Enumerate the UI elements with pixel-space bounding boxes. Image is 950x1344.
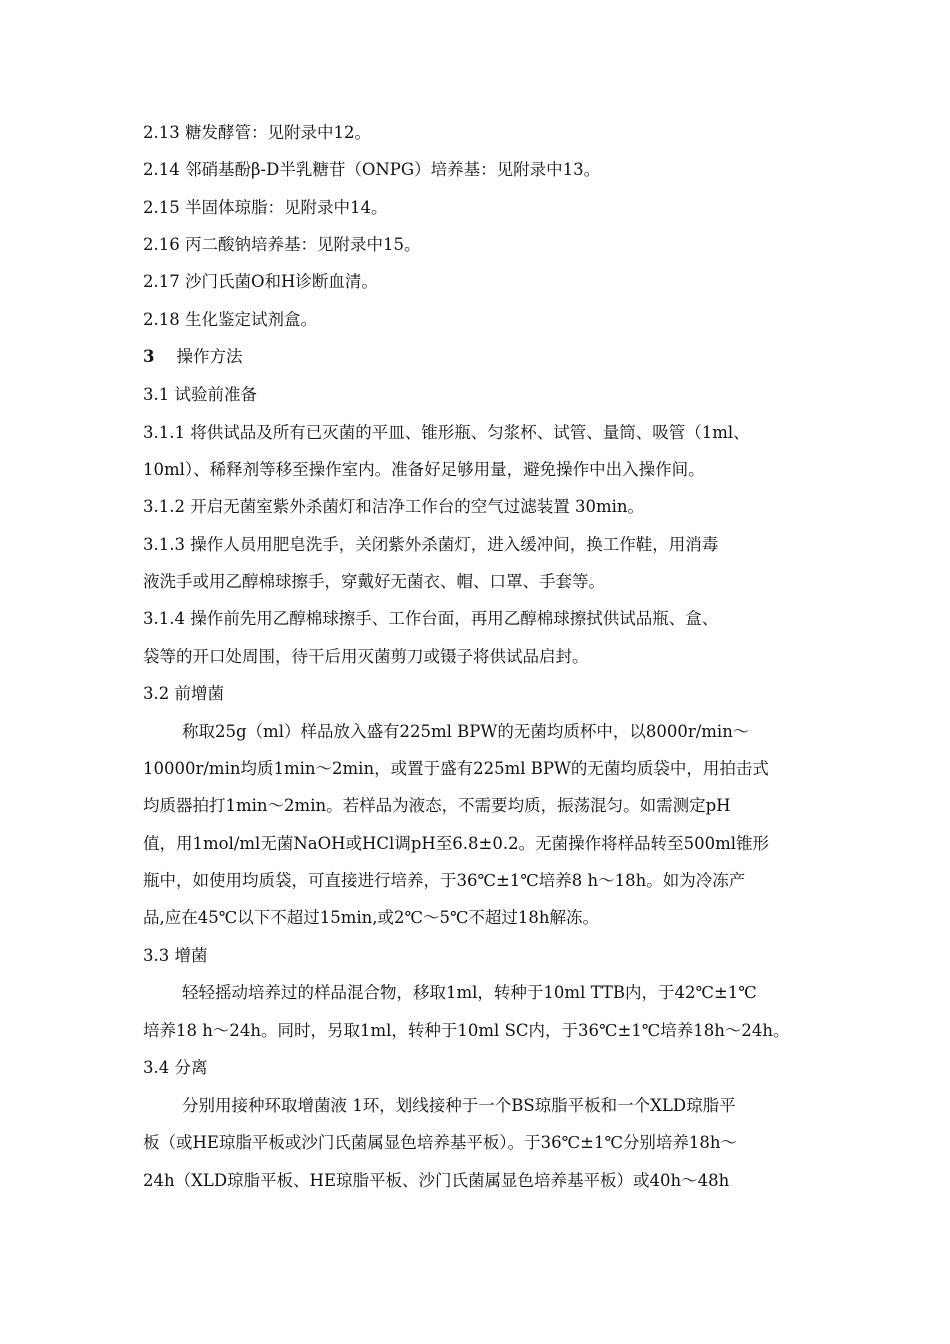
list-item-2-17: 2.17 沙门氏菌O和H诊断血清。 (143, 272, 378, 291)
list-item-2-14: 2.14 邻硝基酚β-D半乳糖苷（ONPG）培养基：见附录中13。 (143, 160, 601, 179)
paragraph-3-1-4-line-1: 3.1.4 操作前先用乙醇棉球擦手、工作台面，再用乙醇棉球擦拭供试品瓶、盒、 (143, 609, 719, 628)
paragraph-3-2-line-2: 10000r/min均质1min～2min，或置于盛有225ml BPW的无菌均质袋中，用拍击式 (143, 759, 769, 778)
list-item-2-16: 2.16 丙二酸钠培养基：见附录中15。 (143, 235, 421, 254)
paragraph-3-2-line-4: 值，用1mol/ml无菌NaOH或HCl调pH至6.8±0.2。无菌操作将样品转至500ml锥形 (143, 834, 769, 853)
section-3-4-heading: 3.4 分离 (143, 1058, 208, 1077)
paragraph-3-2-line-3: 均质器拍打1min～2min。若样品为液态，不需要均质，振荡混匀。如需测定pH (143, 796, 731, 815)
paragraph-3-2-line-6: 品,应在45℃以下不超过15min,或2℃～5℃不超过18h解冻。 (143, 908, 600, 927)
paragraph-3-1-2-line-1: 3.1.2 开启无菌室紫外杀菌灯和洁净工作台的空气过滤装置 30min。 (143, 497, 645, 516)
section-3-number: 3 (143, 347, 155, 366)
section-3-heading (143, 347, 242, 367)
list-item-2-15: 2.15 半固体琼脂：见附录中14。 (143, 198, 388, 217)
section-3-2-heading: 3.2 前增菌 (143, 684, 224, 703)
paragraph-3-4-line-1: 分别用接种环取增菌液 1环，划线接种于一个BS琼脂平板和一个XLD琼脂平 (182, 1096, 736, 1115)
list-item-2-18: 2.18 生化鉴定试剂盒。 (143, 310, 317, 329)
paragraph-3-1-3-line-1: 3.1.3 操作人员用肥皂洗手，关闭紫外杀菌灯，进入缓冲间，换工作鞋，用消毒 (143, 535, 719, 554)
paragraph-3-2-line-1: 称取25g（ml）样品放入盛有225ml BPW的无菌均质杯中，以8000r/min～ (182, 722, 750, 741)
list-item-2-13: 2.13 糖发酵管：见附录中12。 (143, 123, 371, 142)
section-3-3-heading: 3.3 增菌 (143, 946, 208, 965)
paragraph-3-3-line-1: 轻轻摇动培养过的样品混合物，移取1ml，转种于10ml TTB内，于42℃±1℃ (182, 983, 757, 1002)
section-3-1-heading: 3.1 试验前准备 (143, 385, 257, 404)
paragraph-3-1-1-line-1: 3.1.1 将供试品及所有已灭菌的平皿、锥形瓶、匀浆杯、试管、量筒、吸管（1ml、 (143, 423, 750, 442)
paragraph-3-4-line-2: 板（或HE琼脂平板或沙门氏菌属显色培养基平板）。于36℃±1℃分别培养18h～ (143, 1133, 738, 1152)
paragraph-3-1-1-line-2: 10ml）、稀释剂等移至操作室内。准备好足够用量，避免操作中出入操作间。 (143, 460, 705, 479)
paragraph-3-1-3-line-2: 液洗手或用乙醇棉球擦手，穿戴好无菌衣、帽、口罩、手套等。 (143, 572, 605, 591)
paragraph-3-1-4-line-2: 袋等的开口处周围，待干后用灭菌剪刀或镊子将供试品启封。 (143, 647, 589, 666)
paragraph-3-2-line-5: 瓶中，如使用均质袋，可直接进行培养，于36℃±1℃培养8 h～18h。如为冷冻产 (143, 871, 746, 890)
paragraph-3-3-line-2: 培养18 h～24h。同时，另取1ml，转种于10ml SC内，于36℃±1℃培养18h～24h。 (143, 1021, 790, 1040)
section-3-title: 操作方法 (176, 347, 243, 366)
paragraph-3-4-line-3: 24h（XLD琼脂平板、HE琼脂平板、沙门氏菌属显色培养基平板）或40h～48h (143, 1171, 730, 1190)
